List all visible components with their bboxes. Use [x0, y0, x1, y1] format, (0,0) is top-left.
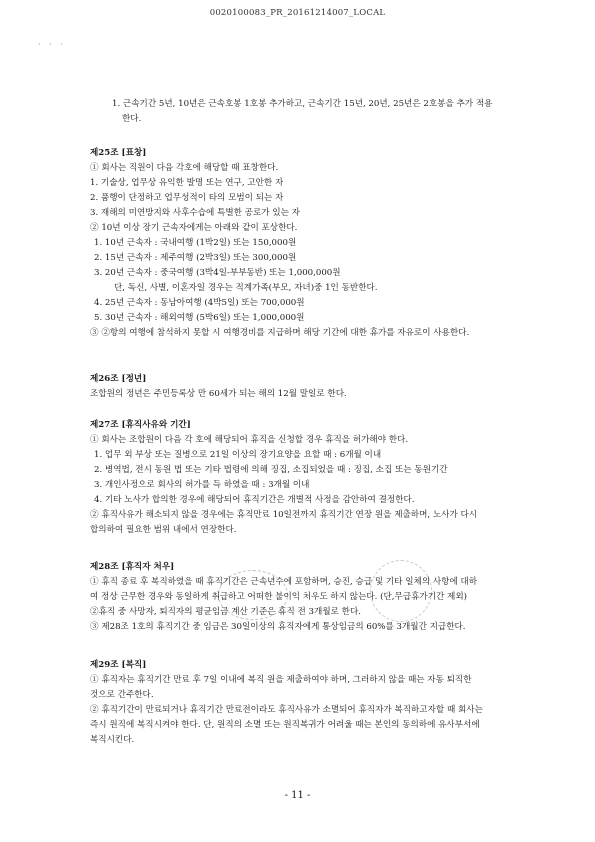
page-number: - 11 -	[284, 790, 311, 801]
text-line: 조합원의 정년은 주민등록상 만 60세가 되는 해의 12월 말일로 한다.	[90, 389, 347, 399]
text-line: ③ ②항의 여행에 참석하지 못할 시 여행경비를 지급하며 해당 기간에 대한 휴가를 자유로이 사용한다.	[90, 328, 470, 338]
article-25	[90, 146, 520, 341]
text-line: 1. 10년 근속자 : 국내여행 (1박2일) 또는 150,000원	[94, 238, 297, 248]
article-title: 제28조 [휴직자 처우]	[90, 562, 175, 572]
text-line: 단, 독신, 사별, 이혼자일 경우는 직계가족(부모, 자녀)중 1인 동반한다.	[114, 283, 378, 293]
article-title: 제25조 [표창]	[90, 148, 147, 158]
text-line: 한다.	[122, 114, 142, 124]
text-line: 4. 25년 근속자 : 동남아여행 (4박5일) 또는 700,000원	[94, 298, 305, 308]
text-line: 4. 기타 노사가 합의한 경우에 해당되어 휴직기간은 개별적 사정을 감안하여 결정한다.	[94, 495, 415, 505]
article-title: 제27조 [휴직사유와 기간]	[90, 420, 191, 430]
article-28	[90, 560, 520, 635]
article-29	[90, 658, 520, 748]
text-line: ③ 제28조 1호의 휴직기간 중 임금은 30일이상의 휴직자에게 통상임금의 60%를 3개월간 지급한다.	[90, 622, 466, 632]
margin-mark: · · ·	[38, 40, 66, 49]
article-27	[90, 418, 520, 538]
text-line: ② 휴직기간이 만료되거나 휴직기간 만료전이라도 휴직사유가 소멸되어 휴직자가 복직하고자할 때 회사는	[90, 705, 483, 715]
text-line: 복직시킨다.	[90, 735, 135, 745]
text-line: ② 휴직사유가 해소되지 않을 경우에는 휴직만료 10일전까지 휴직기간 연장 원을 제출하며, 노사가 다시	[90, 510, 478, 520]
article-title: 제26조 [정년]	[90, 374, 147, 384]
text-line: ① 휴직자는 휴직기간 만료 후 7일 이내에 복직 원을 제출하여야 하며, 그러하지 않을 때는 자동 퇴직한	[90, 675, 472, 685]
text-line: 2. 병역법, 전시 동원 법 또는 기타 법령에 의해 징집, 소집되었을 때 : 징집, 소집 또는 동원기간	[94, 465, 448, 475]
text-line: 2. 품행이 단정하고 업무성적이 타의 모범이 되는 자	[90, 193, 284, 203]
text-line: 3. 20년 근속자 : 중국여행 (3박4일-부부동반) 또는 1,000,000원	[94, 268, 341, 278]
text-line: 1. 업무 외 부상 또는 질병으로 21일 이상의 장기요양을 요할 때 : 6개월 이내	[94, 450, 382, 460]
text-line: 1. 근속기간 5년, 10년은 근속호봉 1호봉 추가하고, 근속기간 15년, 20년, 25년은 2호봉을 추가 적용	[112, 99, 493, 109]
text-line: 5. 30년 근속자 : 해외여행 (5박6일) 또는 1,000,000원	[94, 313, 305, 323]
text-line: 여 정상 근무한 경우와 동일하게 취급하고 어떠한 불이익 처우도 하지 않는다. (단,무급휴가기간 제외)	[90, 592, 468, 602]
text-line: ②휴직 중 사망자, 퇴직자의 평균임금 계산 기준은 휴직 전 3개월로 한다.	[90, 607, 361, 617]
article-26	[90, 372, 520, 402]
intro-paragraph	[112, 97, 532, 127]
text-line: 즉시 원직에 복직시켜야 한다. 단, 원직의 소멸 또는 원직복귀가 어려울 때는 본인의 동의하에 유사부서에	[90, 720, 480, 730]
text-line: 것으로 간주한다.	[90, 690, 154, 700]
text-line: 1. 기술상, 업무상 유익한 발명 또는 연구, 고안한 자	[90, 178, 284, 188]
text-line: ② 10년 이상 장기 근속자에게는 아래와 같이 포상한다.	[90, 223, 298, 233]
text-line: ① 회사는 조합원이 다음 각 호에 해당되어 휴직을 신청할 경우 휴직을 허가해야 한다.	[90, 435, 409, 445]
text-line: ① 휴직 종료 후 복직하였을 때 휴직기간은 근속년수에 포함하며, 승진, 승급 및 기타 일체의 사항에 대하	[90, 577, 478, 587]
text-line: 3. 재해의 미연방지와 사후수습에 특별한 공로가 있는 자	[90, 208, 300, 218]
text-line: 2. 15년 근속자 : 제주여행 (2박3일) 또는 300,000원	[94, 253, 297, 263]
text-line: 합의하여 필요한 범위 내에서 연장한다.	[90, 525, 237, 535]
document-id-header: 0020100083_PR_20161214007_LOCAL	[209, 8, 386, 18]
text-line: 3. 개인사정으로 회사의 허가를 득 하였을 때 : 3개월 이내	[94, 480, 310, 490]
text-line: ① 회사는 직원이 다음 각호에 해당할 때 표창한다.	[90, 163, 279, 173]
article-title: 제29조 [복직]	[90, 660, 147, 670]
